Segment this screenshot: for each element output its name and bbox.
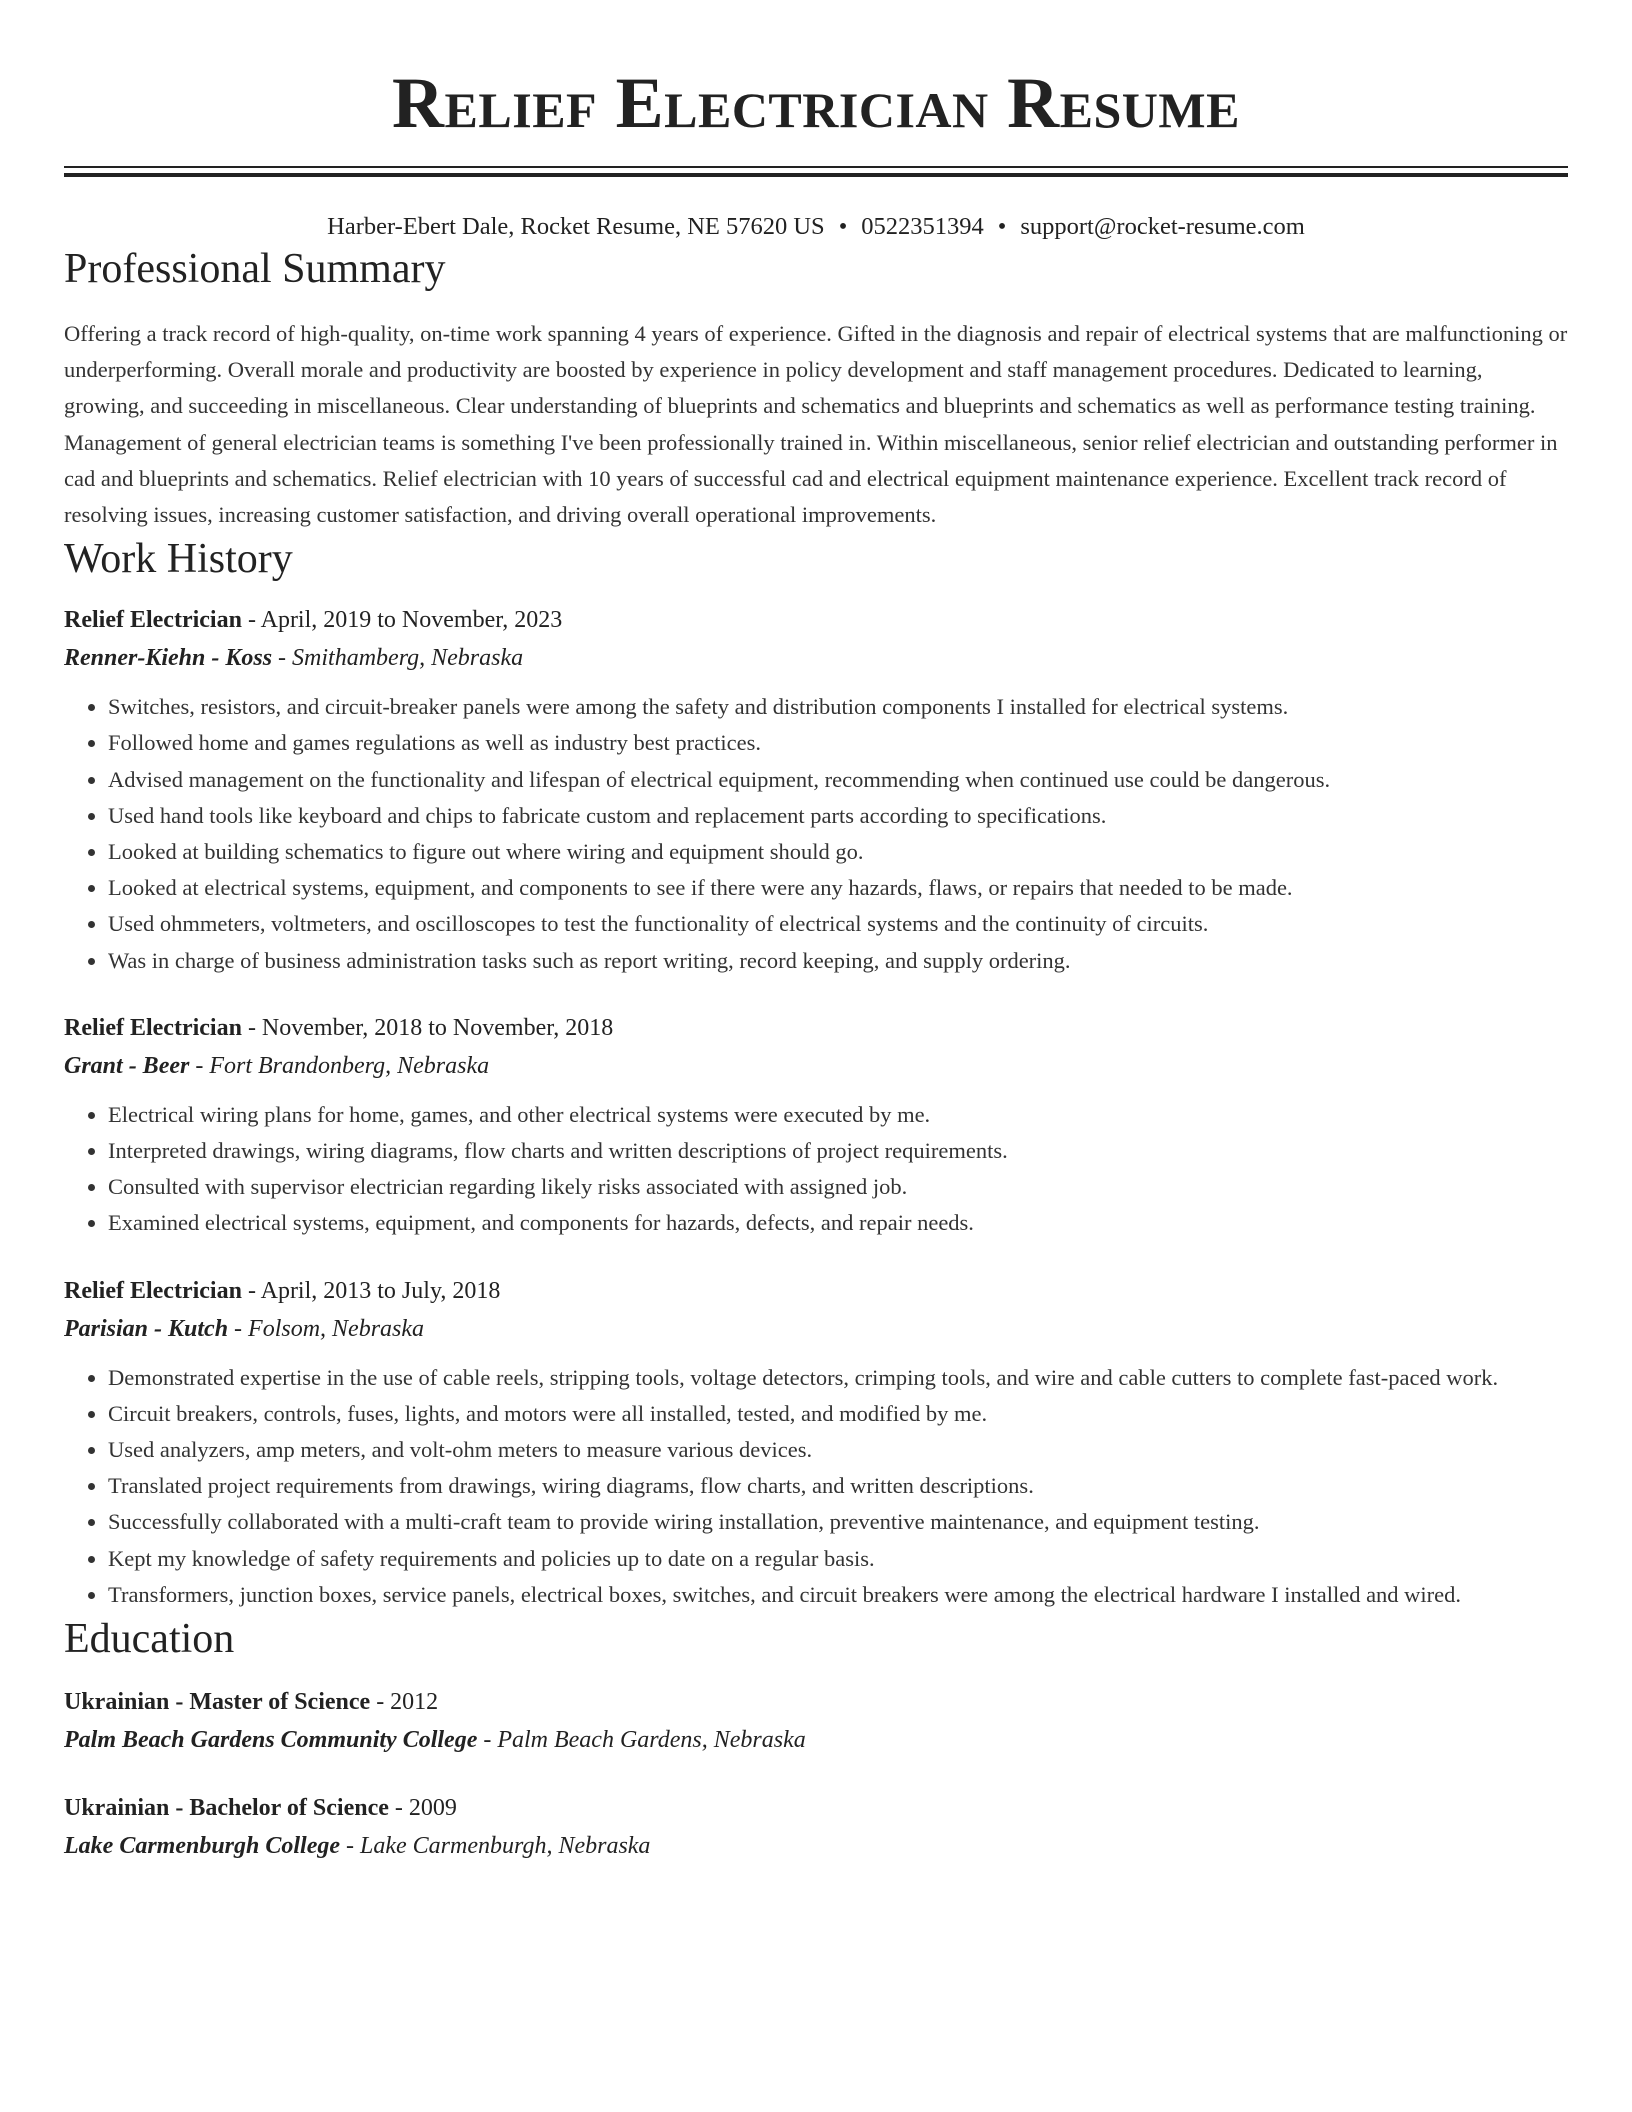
degree: Ukrainian - Bachelor of Science <box>64 1795 389 1822</box>
job-company: Parisian - Kutch <box>64 1315 229 1342</box>
summary-text: Offering a track record of high-quality, on-time work spanning 4 years of experience. Gifted in the diagnosis and repair of electrical systems that are malfunctioning or underperforming. Overall morale and productivity are boosted by experience in policy development and staff management procedures. Dedicated to learning, growing, and succeeding in miscellaneous. Clear understanding of blueprints and schematics and blueprints and schematics as well as performance testing training. Management of general electrician teams is something I've been professionally trained in. Within miscellaneous, senior relief electrician and outstanding performer in cad and blueprints and schematics. Relief electrician with 10 years of successful cad and electrical equipment maintenance experience. Excellent track record of resolving issues, increasing customer satisfaction, and driving overall operational improvements. <box>64 321 1568 528</box>
job-location: - Fort Brandonberg, Nebraska <box>189 1052 490 1079</box>
job-title: Relief Electrician <box>64 1014 242 1041</box>
education-entry <box>64 1683 1568 1759</box>
job-bullet: • Interpreted drawings, wiring diagrams, flow charts and written descriptions of project requirements. <box>108 1133 1568 1169</box>
job-bullet: • Used ohmmeters, voltmeters, and oscilloscopes to test the functionality of electrical systems and the continuity of circuits. <box>108 906 1568 942</box>
job-bullet: • Electrical wiring plans for home, games, and other electrical systems were executed by me. <box>108 1097 1568 1133</box>
job-bullet: • Transformers, junction boxes, service panels, electrical boxes, switches, and circuit breakers were among the electrical hardware I installed and wired. <box>108 1577 1568 1613</box>
work-history-heading: Work History <box>64 536 293 583</box>
job-bullet: • Used analyzers, amp meters, and volt-ohm meters to measure various devices. <box>108 1432 1568 1468</box>
job-company: Renner-Kiehn - Koss <box>64 645 273 672</box>
degree: Ukrainian - Master of Science <box>64 1689 371 1716</box>
job-location: - Folsom, Nebraska <box>228 1315 425 1342</box>
school-location: - Lake Carmenburgh, Nebraska <box>340 1833 651 1860</box>
degree-line <box>64 1683 1568 1721</box>
job-bullet: • Translated project requirements from drawings, wiring diagrams, flow charts, and written descriptions. <box>108 1468 1568 1504</box>
job-bullet: • Was in charge of business administration tasks such as report writing, record keeping, and supply ordering. <box>108 943 1568 979</box>
resume-title: Relief Electrician Resume <box>392 63 1240 143</box>
job-company-line <box>64 1047 1568 1085</box>
school-line <box>64 1721 1568 1759</box>
degree-line <box>64 1789 1568 1827</box>
job-bullets <box>64 689 1568 979</box>
job-bullet: • Demonstrated expertise in the use of cable reels, stripping tools, voltage detectors, crimping tools, and wire and cable cutters to complete fast-paced work. <box>108 1360 1568 1396</box>
school-name: Lake Carmenburgh College <box>64 1833 341 1860</box>
job-entry <box>64 601 1568 979</box>
graduation-year: - 2009 <box>388 1795 457 1822</box>
job-dates: - November, 2018 to November, 2018 <box>241 1014 614 1041</box>
job-company-line <box>64 1310 1568 1348</box>
title-divider <box>64 166 1568 177</box>
contact-address: Harber-Ebert Dale, Rocket Resume, NE 57620 US <box>327 213 825 240</box>
school-name: Palm Beach Gardens Community College <box>64 1727 478 1754</box>
job-bullet: • Successfully collaborated with a multi-craft team to provide wiring installation, preventive maintenance, and equipment testing. <box>108 1504 1568 1540</box>
job-bullet: • Kept my knowledge of safety requirements and policies up to date on a regular basis. <box>108 1541 1568 1577</box>
job-title-line <box>64 601 1568 639</box>
contact-email[interactable]: support@rocket-resume.com <box>1020 213 1305 240</box>
contact-phone: 0522351394 <box>861 213 984 240</box>
job-bullet: • Examined electrical systems, equipment, and components for hazards, defects, and repair needs. <box>108 1205 1568 1241</box>
job-bullet: • Looked at building schematics to figure out where wiring and equipment should go. <box>108 834 1568 870</box>
contact-line <box>64 211 1568 243</box>
job-dates: - April, 2013 to July, 2018 <box>241 1277 501 1304</box>
job-title-line <box>64 1009 1568 1047</box>
job-bullet: • Used hand tools like keyboard and chips to fabricate custom and replacement parts according to specifications. <box>108 798 1568 834</box>
job-company-line <box>64 639 1568 677</box>
education-entry <box>64 1789 1568 1865</box>
contact-separator: • <box>838 213 848 240</box>
job-dates: - April, 2019 to November, 2023 <box>241 607 563 634</box>
job-bullet: • Circuit breakers, controls, fuses, lights, and motors were all installed, tested, and modified by me. <box>108 1396 1568 1432</box>
job-entry <box>64 1009 1568 1242</box>
job-bullet: • Consulted with supervisor electrician regarding likely risks associated with assigned job. <box>108 1169 1568 1205</box>
job-title: Relief Electrician <box>64 1277 242 1304</box>
job-bullets <box>64 1360 1568 1613</box>
job-title-line <box>64 1272 1568 1310</box>
summary-heading: Professional Summary <box>64 246 446 292</box>
job-bullet: • Switches, resistors, and circuit-breaker panels were among the safety and distribution components I installed for electrical systems. <box>108 689 1568 725</box>
job-company: Grant - Beer <box>64 1052 190 1079</box>
job-bullet: • Looked at electrical systems, equipment, and components to see if there were any hazards, flaws, or repairs that needed to be made. <box>108 870 1568 906</box>
school-line <box>64 1827 1568 1865</box>
job-bullets <box>64 1097 1568 1242</box>
graduation-year: - 2012 <box>370 1689 439 1716</box>
education-heading: Education <box>64 1616 235 1663</box>
job-title: Relief Electrician <box>64 607 242 634</box>
school-location: - Palm Beach Gardens, Nebraska <box>477 1727 806 1754</box>
job-location: - Smithamberg, Nebraska <box>272 645 524 672</box>
job-entry <box>64 1272 1568 1613</box>
job-bullet: • Advised management on the functionality and lifespan of electrical equipment, recommending when continued use could be dangerous. <box>108 762 1568 798</box>
contact-separator: • <box>997 213 1007 240</box>
job-bullet: • Followed home and games regulations as well as industry best practices. <box>108 725 1568 761</box>
